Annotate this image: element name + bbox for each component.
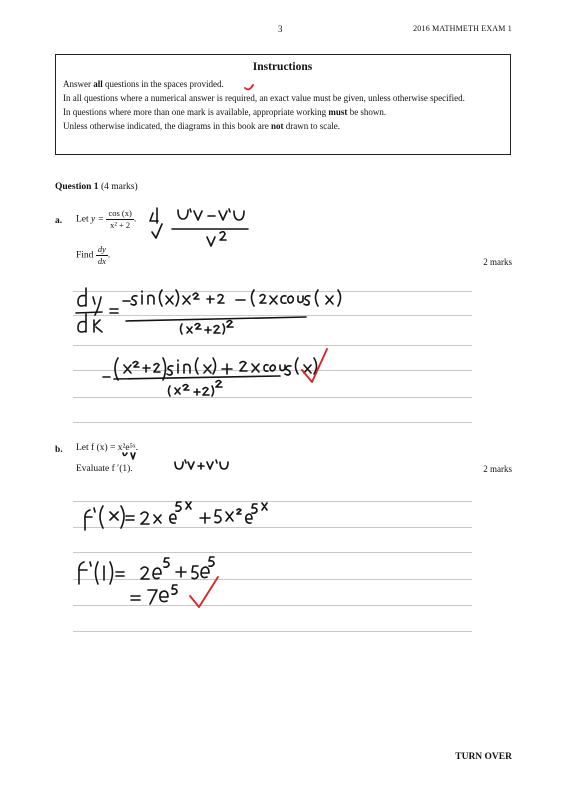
part-a-label: a.	[55, 216, 63, 226]
question-1-title: Question 1 (4 marks)	[55, 182, 138, 192]
red-tick-b	[190, 577, 218, 607]
instruction-diagrams: Unless otherwise indicated, the diagrams in this book are not drawn to scale.	[63, 121, 340, 131]
part-b-marks: 2 marks	[483, 464, 512, 474]
part-a-fraction: $\frac{\cos (x)}{\text{x² + 2}}$	[108, 208, 132, 230]
part-b-statement: Let f (x) = x²e⁵ˣ.	[76, 443, 139, 453]
red-correction-mark	[245, 85, 253, 89]
instruction-working: In questions where more than one mark is available, appropriate working must be shown.	[63, 107, 387, 117]
part-b-label: b.	[55, 445, 63, 455]
exam-title: 2016 MATHMETH EXAM 1	[413, 24, 512, 33]
part-a-statement: Let y = $\frac{\cos (x)}{\text{x² + 2}}$ .	[76, 208, 137, 230]
instruction-exact-value: In all questions where a numerical answer is required, an exact value must be given, unless otherwise specified.	[63, 93, 465, 103]
red-tick-a	[302, 349, 327, 382]
part-b-evaluate: Evaluate f ′(1).	[76, 464, 133, 474]
dy-dx-fraction: $\frac{dy}{dx}$	[97, 244, 106, 266]
turn-over: TURN OVER	[455, 752, 512, 762]
page-number: 3	[278, 24, 283, 34]
part-a-find: Find $\frac{dy}{dx}$ .	[76, 244, 111, 266]
instruction-answer-all: Answer all questions in the spaces provided.	[63, 79, 224, 89]
part-a-marks: 2 marks	[483, 257, 512, 267]
instructions-heading: Instructions	[252, 61, 313, 73]
